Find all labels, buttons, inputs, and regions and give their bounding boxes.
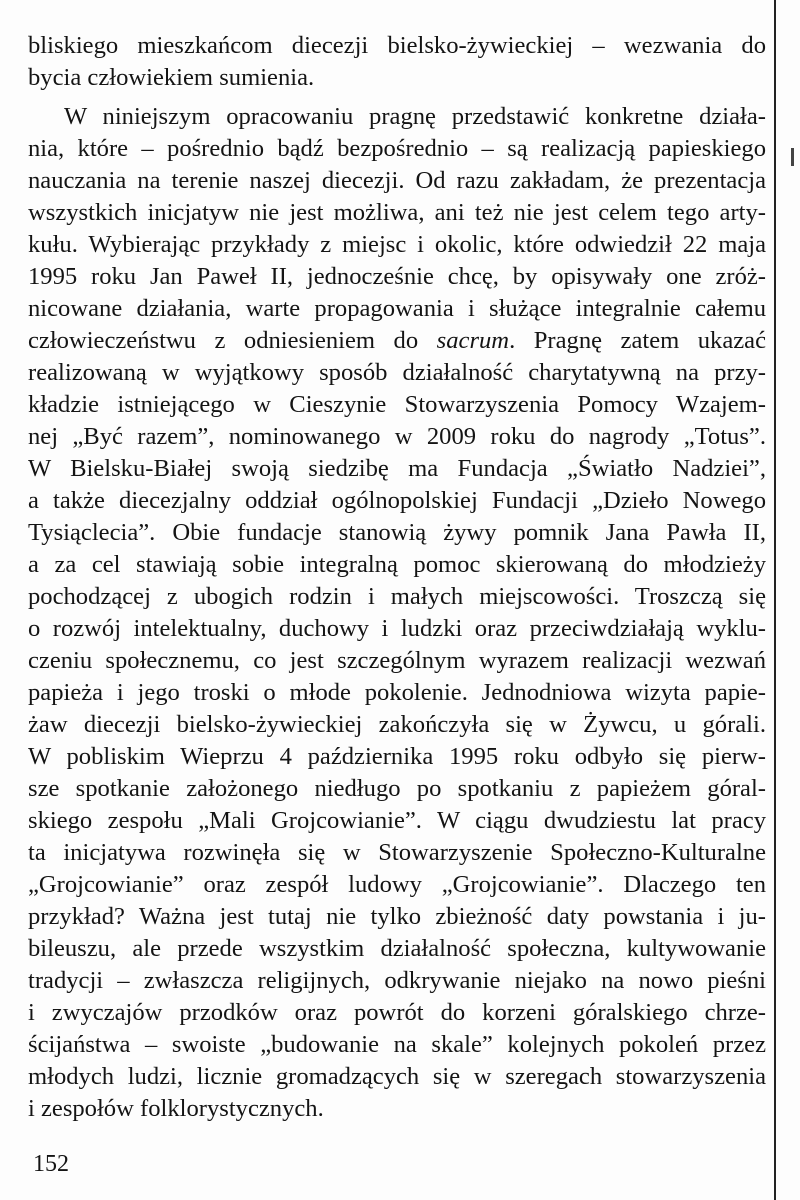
text-line: i zespołów folklorystycznych. bbox=[28, 1095, 324, 1122]
text-line: nauczania na terenie naszej diecezji. Od razu zakładam, że prezentacja bbox=[28, 167, 766, 194]
text-line: W pobliskim Wieprzu 4 października 1995 roku odbyło się pierw- bbox=[28, 743, 766, 770]
text-line: „Grojcowianie” oraz zespół ludowy „Grojcowianie”. Dlaczego ten bbox=[28, 871, 766, 898]
text-line: młodych ludzi, licznie gromadzących się w szeregach stowarzyszenia bbox=[28, 1063, 766, 1090]
text-line: realizowaną w wyjątkowy sposób działalność charytatywną na przy- bbox=[28, 359, 766, 386]
page-edge-mark bbox=[791, 148, 794, 166]
text-line: przykład? Ważna jest tutaj nie tylko zbieżność daty powstania i ju- bbox=[28, 903, 766, 930]
text-line: bliskiego mieszkańcom diecezji bielsko-żywieckiej – wezwania do bbox=[28, 32, 766, 59]
page-number: 152 bbox=[33, 1151, 69, 1177]
text-line: czeniu społecznemu, co jest szczególnym wyrazem realizacji wezwań bbox=[28, 647, 766, 674]
text-line: bileuszu, ale przede wszystkim działalność społeczna, kultywowanie bbox=[28, 935, 766, 962]
text-line: nej „Być razem”, nominowanego w 2009 roku do nagrody „Totus”. bbox=[28, 423, 766, 450]
text-line: wszystkich inicjatyw nie jest możliwa, ani też nie jest celem tego arty- bbox=[28, 199, 766, 226]
text-line: bycia człowiekiem sumienia. bbox=[28, 64, 315, 91]
body-text bbox=[28, 30, 766, 1125]
text-line: nia, które – pośrednio bądź bezpośrednio – są realizacją papieskiego bbox=[28, 135, 766, 162]
text-line: a za cel stawiają sobie integralną pomoc skierowaną do młodzieży bbox=[28, 551, 766, 578]
page-edge-line bbox=[774, 0, 776, 1200]
paragraph-gap bbox=[28, 94, 766, 101]
text-line: nicowane działania, warte propagowania i służące integralnie całemu bbox=[28, 295, 766, 322]
text-line: a także diecezjalny oddział ogólnopolskiej Fundacji „Dzieło Nowego bbox=[28, 487, 766, 514]
text-line: żaw diecezji bielsko-żywieckiej zakończyła się w Żywcu, u górali. bbox=[28, 711, 766, 738]
text-line: i zwyczajów przodków oraz powrót do korzeni góralskiego chrze- bbox=[28, 999, 766, 1026]
text-line: o rozwój intelektualny, duchowy i ludzki oraz przeciwdziałają wyklu- bbox=[28, 615, 766, 642]
text-line: papieża i jego troski o młode pokolenie. Jednodniowa wizyta papie- bbox=[28, 679, 766, 706]
text-line: 1995 roku Jan Paweł II, jednocześnie chcę, by opisywały one zróż- bbox=[28, 263, 766, 290]
text-line: ta inicjatywa rozwinęła się w Stowarzyszenie Społeczno-Kulturalne bbox=[28, 839, 766, 866]
text-line: W Bielsku-Białej swoją siedzibę ma Fundacja „Światło Nadziei”, bbox=[28, 455, 766, 482]
text-line: sze spotkanie założonego niedługo po spotkaniu z papieżem góral- bbox=[28, 775, 766, 802]
text-line: W niniejszym opracowaniu pragnę przedstawić konkretne działa- bbox=[64, 103, 766, 130]
text-line: pochodzącej z ubogich rodzin i małych miejscowości. Troszczą się bbox=[28, 583, 766, 610]
text-line: człowieczeństwu z odniesieniem do sacrum. Pragnę zatem ukazać bbox=[28, 327, 767, 354]
text-line: ścijaństwa – swoiste „budowanie na skale” kolejnych pokoleń przez bbox=[28, 1031, 766, 1058]
text-line: kładzie istniejącego w Cieszynie Stowarzyszenia Pomocy Wzajem- bbox=[28, 391, 766, 418]
text-line: skiego zespołu „Mali Grojcowianie”. W ciągu dwudziestu lat pracy bbox=[28, 807, 766, 834]
text-line: kułu. Wybierając przykłady z miejsc i okolic, które odwiedził 22 maja bbox=[28, 231, 766, 258]
text-line: tradycji – zwłaszcza religijnych, odkrywanie niejako na nowo pieśni bbox=[28, 967, 766, 994]
text-line: Tysiąclecia”. Obie fundacje stanowią żywy pomnik Jana Pawła II, bbox=[28, 519, 766, 546]
